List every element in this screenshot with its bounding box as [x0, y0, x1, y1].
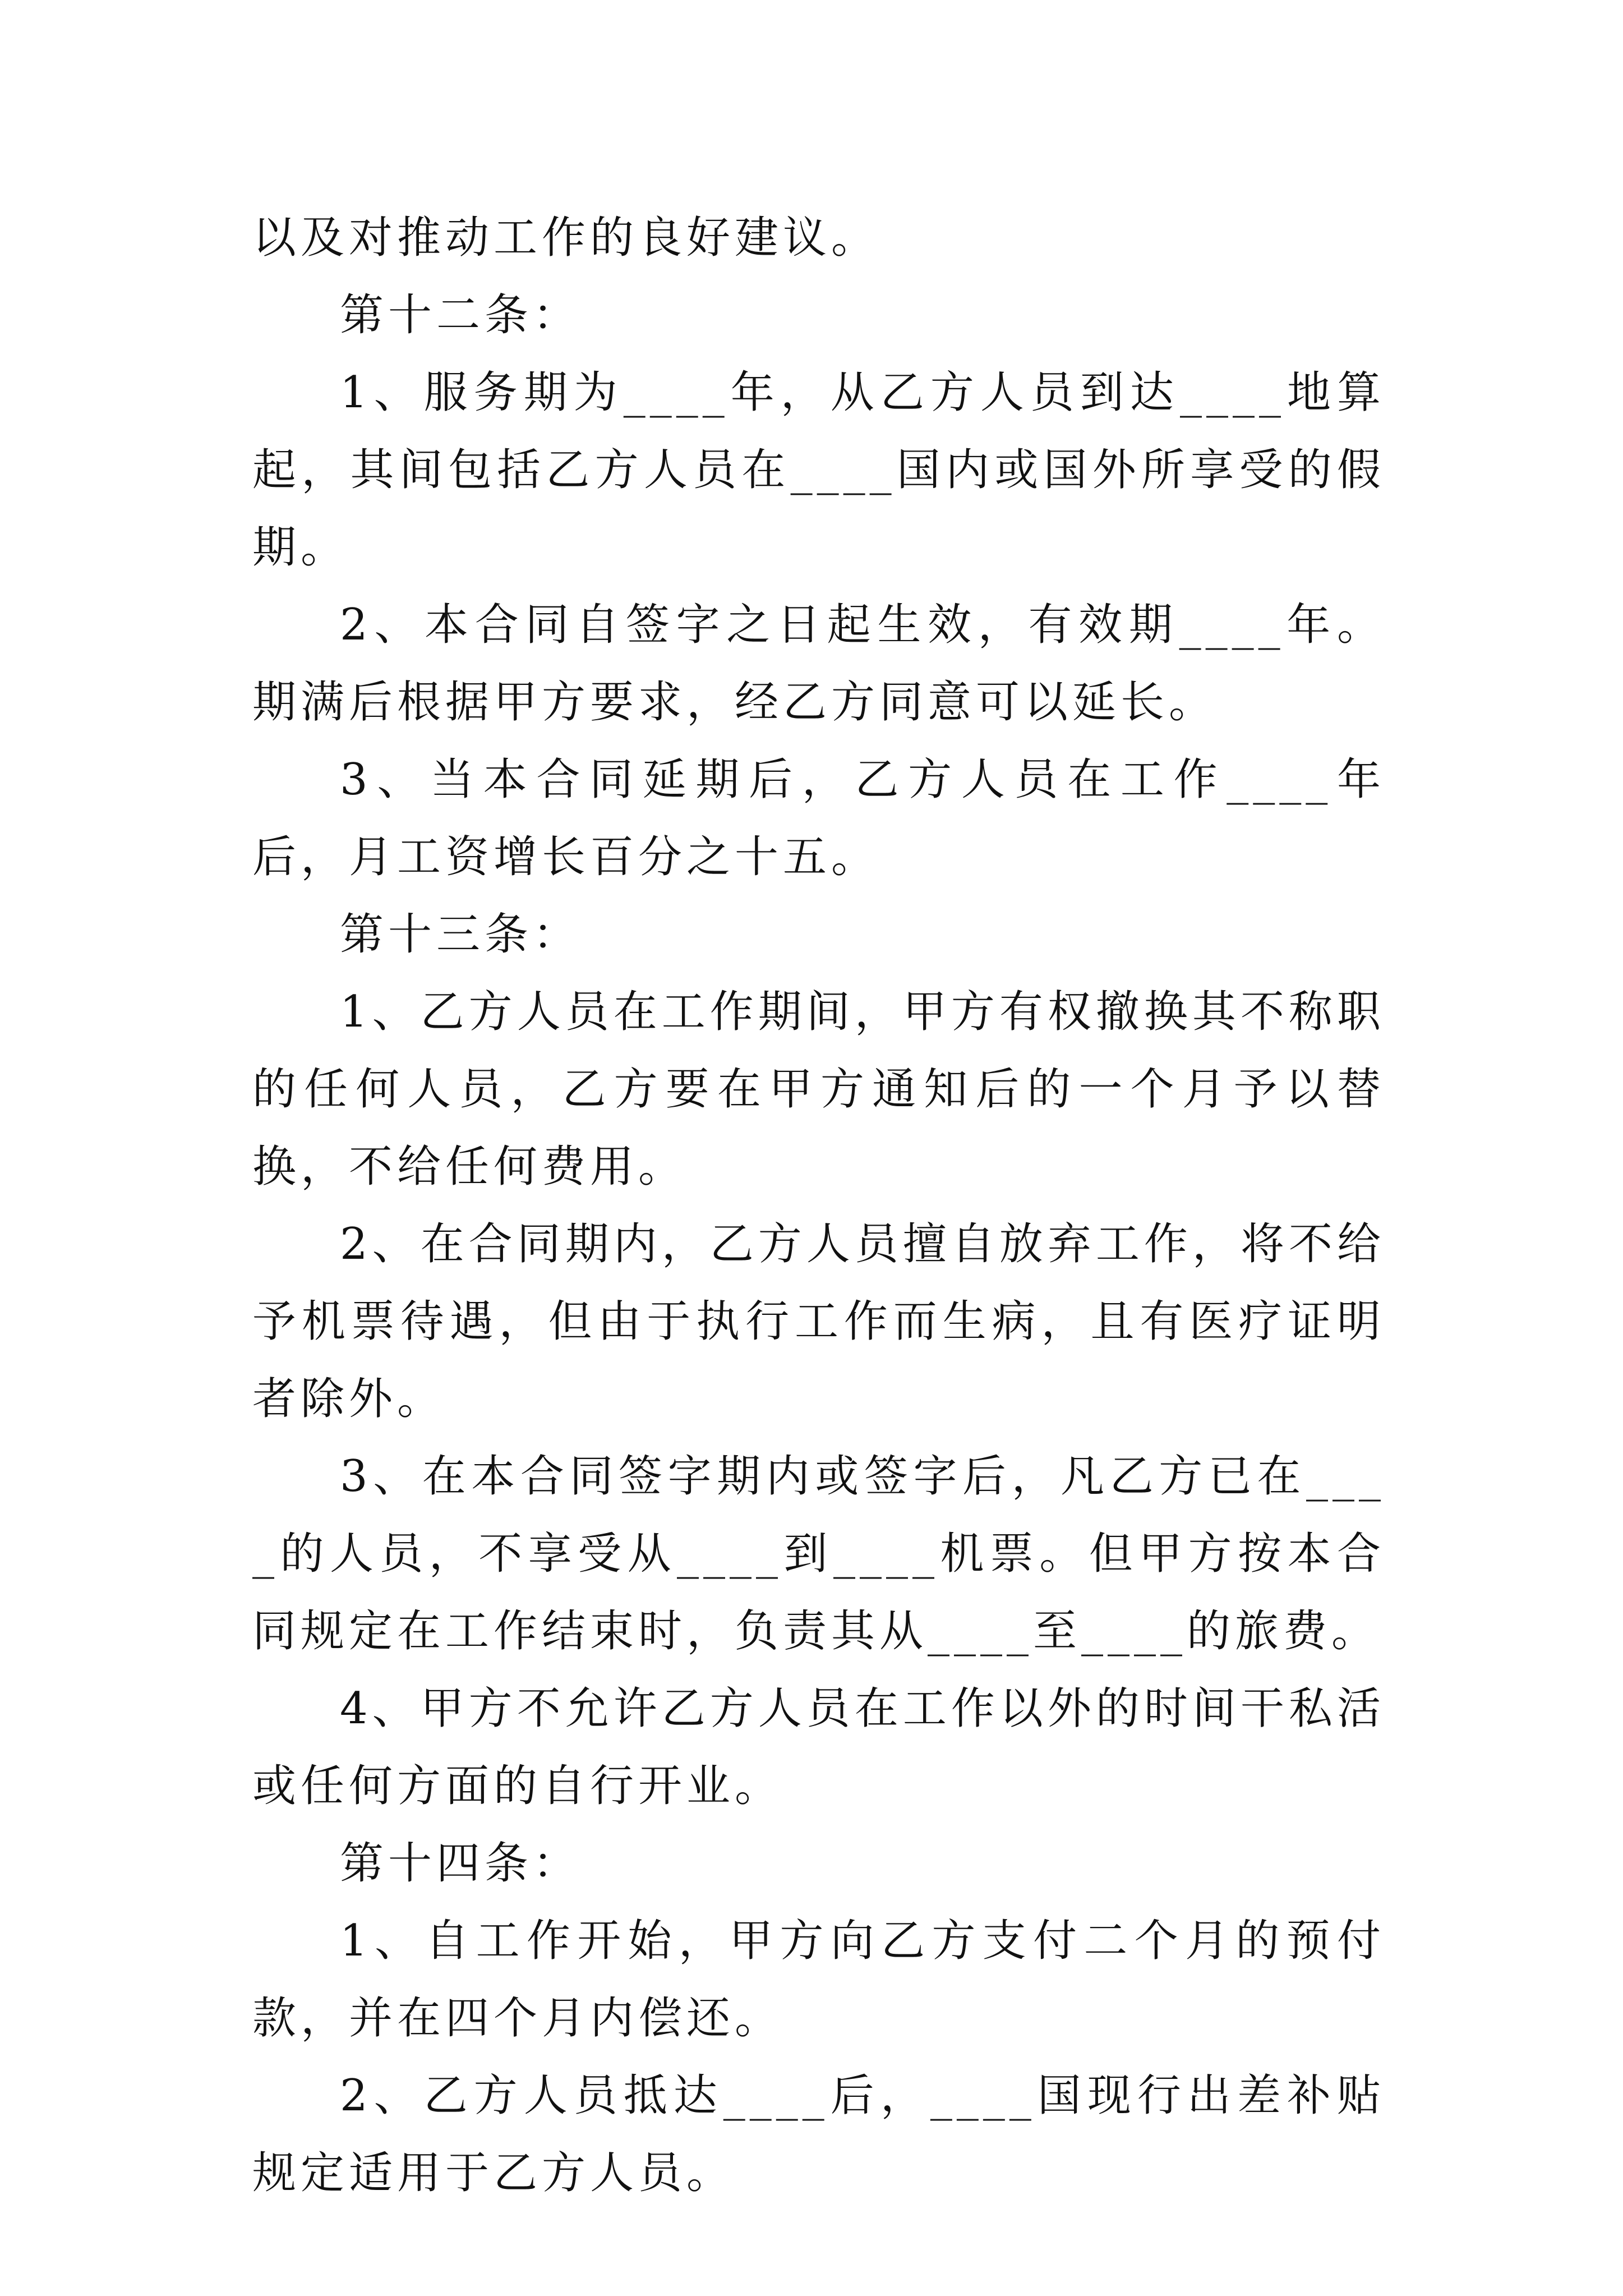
- article-13-heading: 第十三条：: [340, 909, 582, 960]
- contract-text: [252, 199, 1385, 2212]
- article-12-clause-1: 1、服务期为____年，从乙方人员到达____地算起，其间包括乙方人员在____国内或国外所享受的假期。: [252, 367, 1385, 573]
- article-12-heading: 第十二条：: [340, 290, 582, 341]
- article-12-clause-2: 2、本合同自签字之日起生效，有效期____年。期满后根据甲方要求，经乙方同意可以延长。: [252, 600, 1385, 728]
- article-13-clause-4: 4、甲方不允许乙方人员在工作以外的时间干私活或任何方面的自行开业。: [252, 1683, 1385, 1811]
- article-14-heading: 第十四条：: [340, 1838, 582, 1889]
- article-14-clause-1: 1、自工作开始，甲方向乙方支付二个月的预付款，并在四个月内偿还。: [252, 1916, 1385, 2044]
- article-14-clause-2: 2、乙方人员抵达____后，____国现行出差补贴规定适用于乙方人员。: [252, 2070, 1385, 2198]
- article-13-clause-3: 3、在本合同签字期内或签字后，凡乙方已在____的人员，不享受从____到____机票。但甲方按本合同规定在工作结束时，负责其从____至____的旅费。: [252, 1451, 1385, 1657]
- article-12-clause-3: 3、当本合同延期后，乙方人员在工作____年后，月工资增长百分之十五。: [252, 754, 1385, 882]
- article-13-clause-2: 2、在合同期内，乙方人员擅自放弃工作，将不给予机票待遇，但由于执行工作而生病，且有医疗证明者除外。: [252, 1219, 1385, 1424]
- article-13-clause-1: 1、乙方人员在工作期间，甲方有权撤换其不称职的任何人员，乙方要在甲方通知后的一个月予以替换，不给任何费用。: [252, 987, 1385, 1192]
- paragraph-1: 以及对推动工作的良好建议。: [252, 213, 880, 263]
